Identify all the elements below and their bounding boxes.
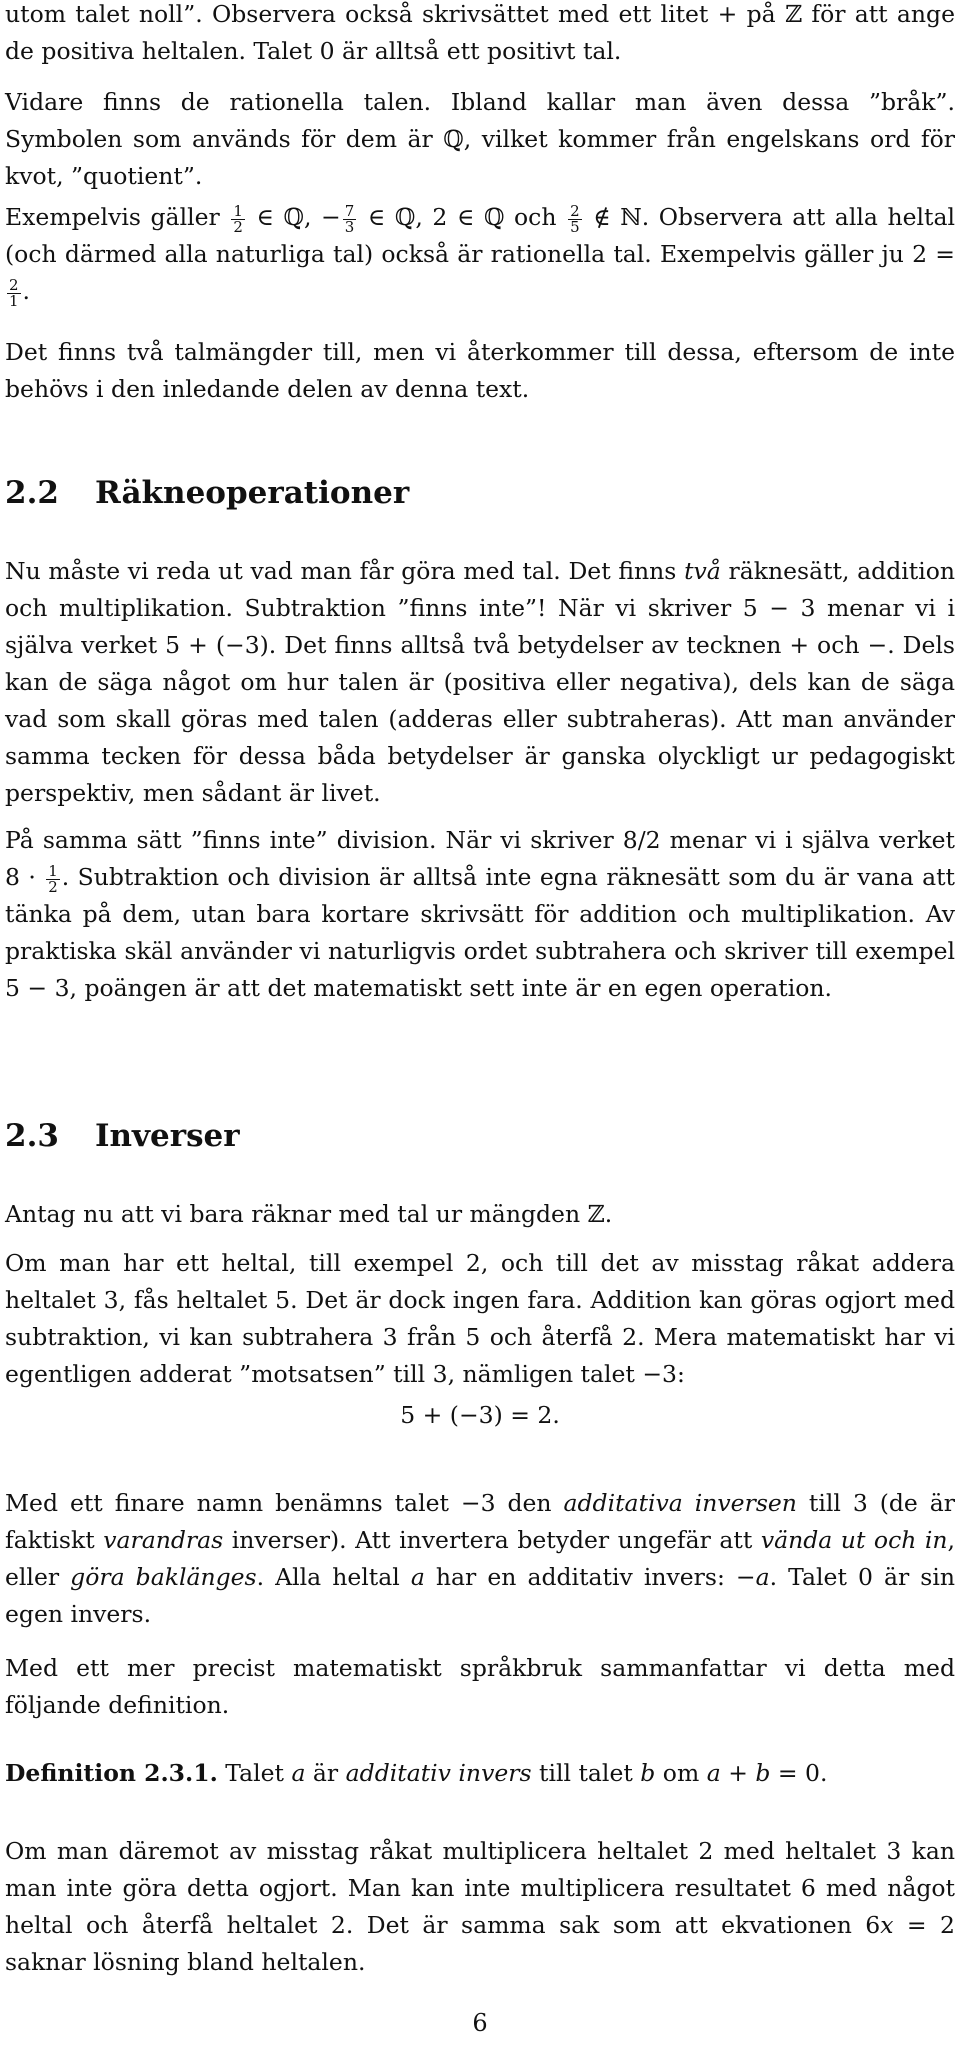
emphasis: additativ invers (345, 1759, 532, 1787)
text-run: till 3 (de är faktiskt (5, 1489, 956, 1554)
numerator: 7 (344, 201, 355, 220)
text-run: . (22, 277, 31, 305)
text-run: ∈ ℚ, − (246, 203, 341, 231)
emphasis: vända ut och in (760, 1526, 948, 1554)
fraction-one-half (46, 861, 60, 896)
paragraph-division (5, 822, 955, 1007)
emphasis: två (684, 557, 721, 585)
paragraph-rational-numbers: Vidare finns de rationella talen. Ibland kallar man även dessa ”bråk”. Symbolen som används för dem är ℚ, vilket kommer från engelskans ord för kvot, ”quotient”. (5, 88, 955, 190)
section-heading-2-3 (5, 1116, 240, 1156)
text-run: om (655, 1759, 707, 1787)
numerator: 1 (48, 861, 58, 880)
text-run: På samma sätt ”finns inte” division. När vi skriver 8/2 menar vi i själva verket 8 · (5, 826, 955, 891)
text-run: Talet (217, 1759, 292, 1787)
text-run: ∉ ℕ. Observera att alla heltal (och därmed alla naturliga tal) också är rationella tal. Exempelvis gäller ju 2 = (5, 203, 955, 268)
text-run: inverser). Att invertera betyder ungefär att (223, 1526, 761, 1554)
paragraph-rational-examples (5, 199, 955, 310)
text-run: = 0. (770, 1759, 828, 1787)
denominator: 2 (48, 877, 58, 896)
math-variable: a (706, 1759, 721, 1787)
section-title: Inverser (95, 1118, 240, 1154)
text-run: Nu måste vi reda ut vad man får göra med tal. Det finns (5, 557, 685, 585)
denominator: 3 (344, 217, 355, 236)
text-run: . Talet 0 är sin egen invers. (5, 1563, 955, 1628)
section-heading-2-2 (5, 473, 409, 513)
paragraph-more-number-sets: Det finns två talmängder till, men vi återkommer till dessa, eftersom de inte behövs i den inledande delen av denna text. (5, 338, 955, 403)
text-run: till talet (531, 1759, 641, 1787)
section-number: 2.3 (5, 1118, 59, 1154)
text-run: räknesätt, addition och multiplikation. Subtraktion ”finns inte”! När vi skriver 5 − 3 menar vi i själva verket 5 + (−3). Det finns alltså två betydelser av tecknen + och −. Dels kan de säga något om hur talen är (positiva eller negativa), dels kan de säga vad som skall göras med talen (adderas eller subtraheras). Att man använder samma tecken för dessa båda betydelser är ganska olyckligt ur pedagogiskt perspektiv, men sådant är livet. (5, 557, 956, 807)
page-number: 6 (472, 2009, 488, 2037)
math-variable: a (291, 1759, 306, 1787)
math-variable: x (880, 1911, 894, 1939)
text-run: ∈ ℚ, 2 ∈ ℚ och (358, 203, 567, 231)
text-run: . Subtraktion och division är alltså inte egna räknesätt som du är vana att tänka på dem, utan bara kortare skrivsätt för addition och multiplikation. Av praktiska skäl använder vi naturligvis ordet subtrahera och skriver till exempel 5 − 3, poängen är att det matematiskt sett inte är en egen operation. (5, 863, 955, 1002)
paragraph-positive-integers: utom talet noll”. Observera också skrivsättet med ett litet + på ℤ för att ange de positiva heltalen. Talet 0 är alltså ett positivt tal. (5, 0, 955, 65)
text-run: är (305, 1759, 346, 1787)
fraction-two-fifths (568, 201, 582, 236)
fraction-two-over-one (7, 275, 21, 310)
paragraph-assume-integers: Antag nu att vi bara räknar med tal ur mängden ℤ. (5, 1200, 613, 1228)
paragraph-summary-intro: Med ett mer precist matematiskt språkbruk sammanfattar vi detta med följande definition. (5, 1654, 955, 1719)
emphasis: additativa inversen (563, 1489, 797, 1517)
definition-2-3-1 (5, 1755, 955, 1792)
paragraph-additive-inverse (5, 1485, 955, 1633)
text-run: Med ett finare namn benämns talet −3 den (5, 1489, 564, 1517)
paragraph-arithmetic-operations (5, 553, 955, 812)
text-run: Om man däremot av misstag råkat multiplicera heltalet 2 med heltalet 3 kan man inte göra detta ogjort. Man kan inte multiplicera resultatet 6 med något heltal och återfå heltalet 2. Det är samma sak som att ekvationen 6 (5, 1837, 955, 1939)
text-run: + (720, 1759, 756, 1787)
fraction-one-half (231, 201, 245, 236)
fraction-seven-thirds (343, 201, 357, 236)
text-run: har en additativ invers: − (424, 1563, 756, 1591)
section-number: 2.2 (5, 475, 59, 511)
section-title: Räkneoperationer (95, 475, 410, 511)
text-run: . Alla heltal (256, 1563, 411, 1591)
definition-label: Definition 2.3.1. (5, 1759, 218, 1787)
display-equation: 5 + (−3) = 2. (400, 1401, 560, 1429)
math-variable: b (640, 1759, 656, 1787)
emphasis: göra baklänges (70, 1563, 257, 1591)
text-run: , eller (5, 1526, 956, 1591)
numerator: 2 (9, 275, 19, 294)
text-run: = 2 saknar lösning bland heltalen. (5, 1911, 955, 1976)
math-variable: b (755, 1759, 771, 1787)
numerator: 2 (570, 201, 580, 220)
numerator: 1 (233, 201, 243, 220)
math-variable: a (410, 1563, 425, 1591)
emphasis: varandras (103, 1526, 224, 1554)
denominator: 2 (233, 217, 243, 236)
paragraph-undo-multiplication (5, 1833, 955, 1981)
denominator: 5 (570, 217, 580, 236)
denominator: 1 (9, 291, 19, 310)
paragraph-undo-addition: Om man har ett heltal, till exempel 2, och till det av misstag råkat addera heltalet 3, fås heltalet 5. Det är dock ingen fara. Addition kan göras ogjort med subtraktion, vi kan subtrahera 3 från 5 och återfå 2. Mera matematiskt har vi egentligen adderat ”motsatsen” till 3, nämligen talet −3: (5, 1249, 955, 1388)
text-run: Exempelvis gäller (5, 203, 230, 231)
math-variable: a (755, 1563, 770, 1591)
